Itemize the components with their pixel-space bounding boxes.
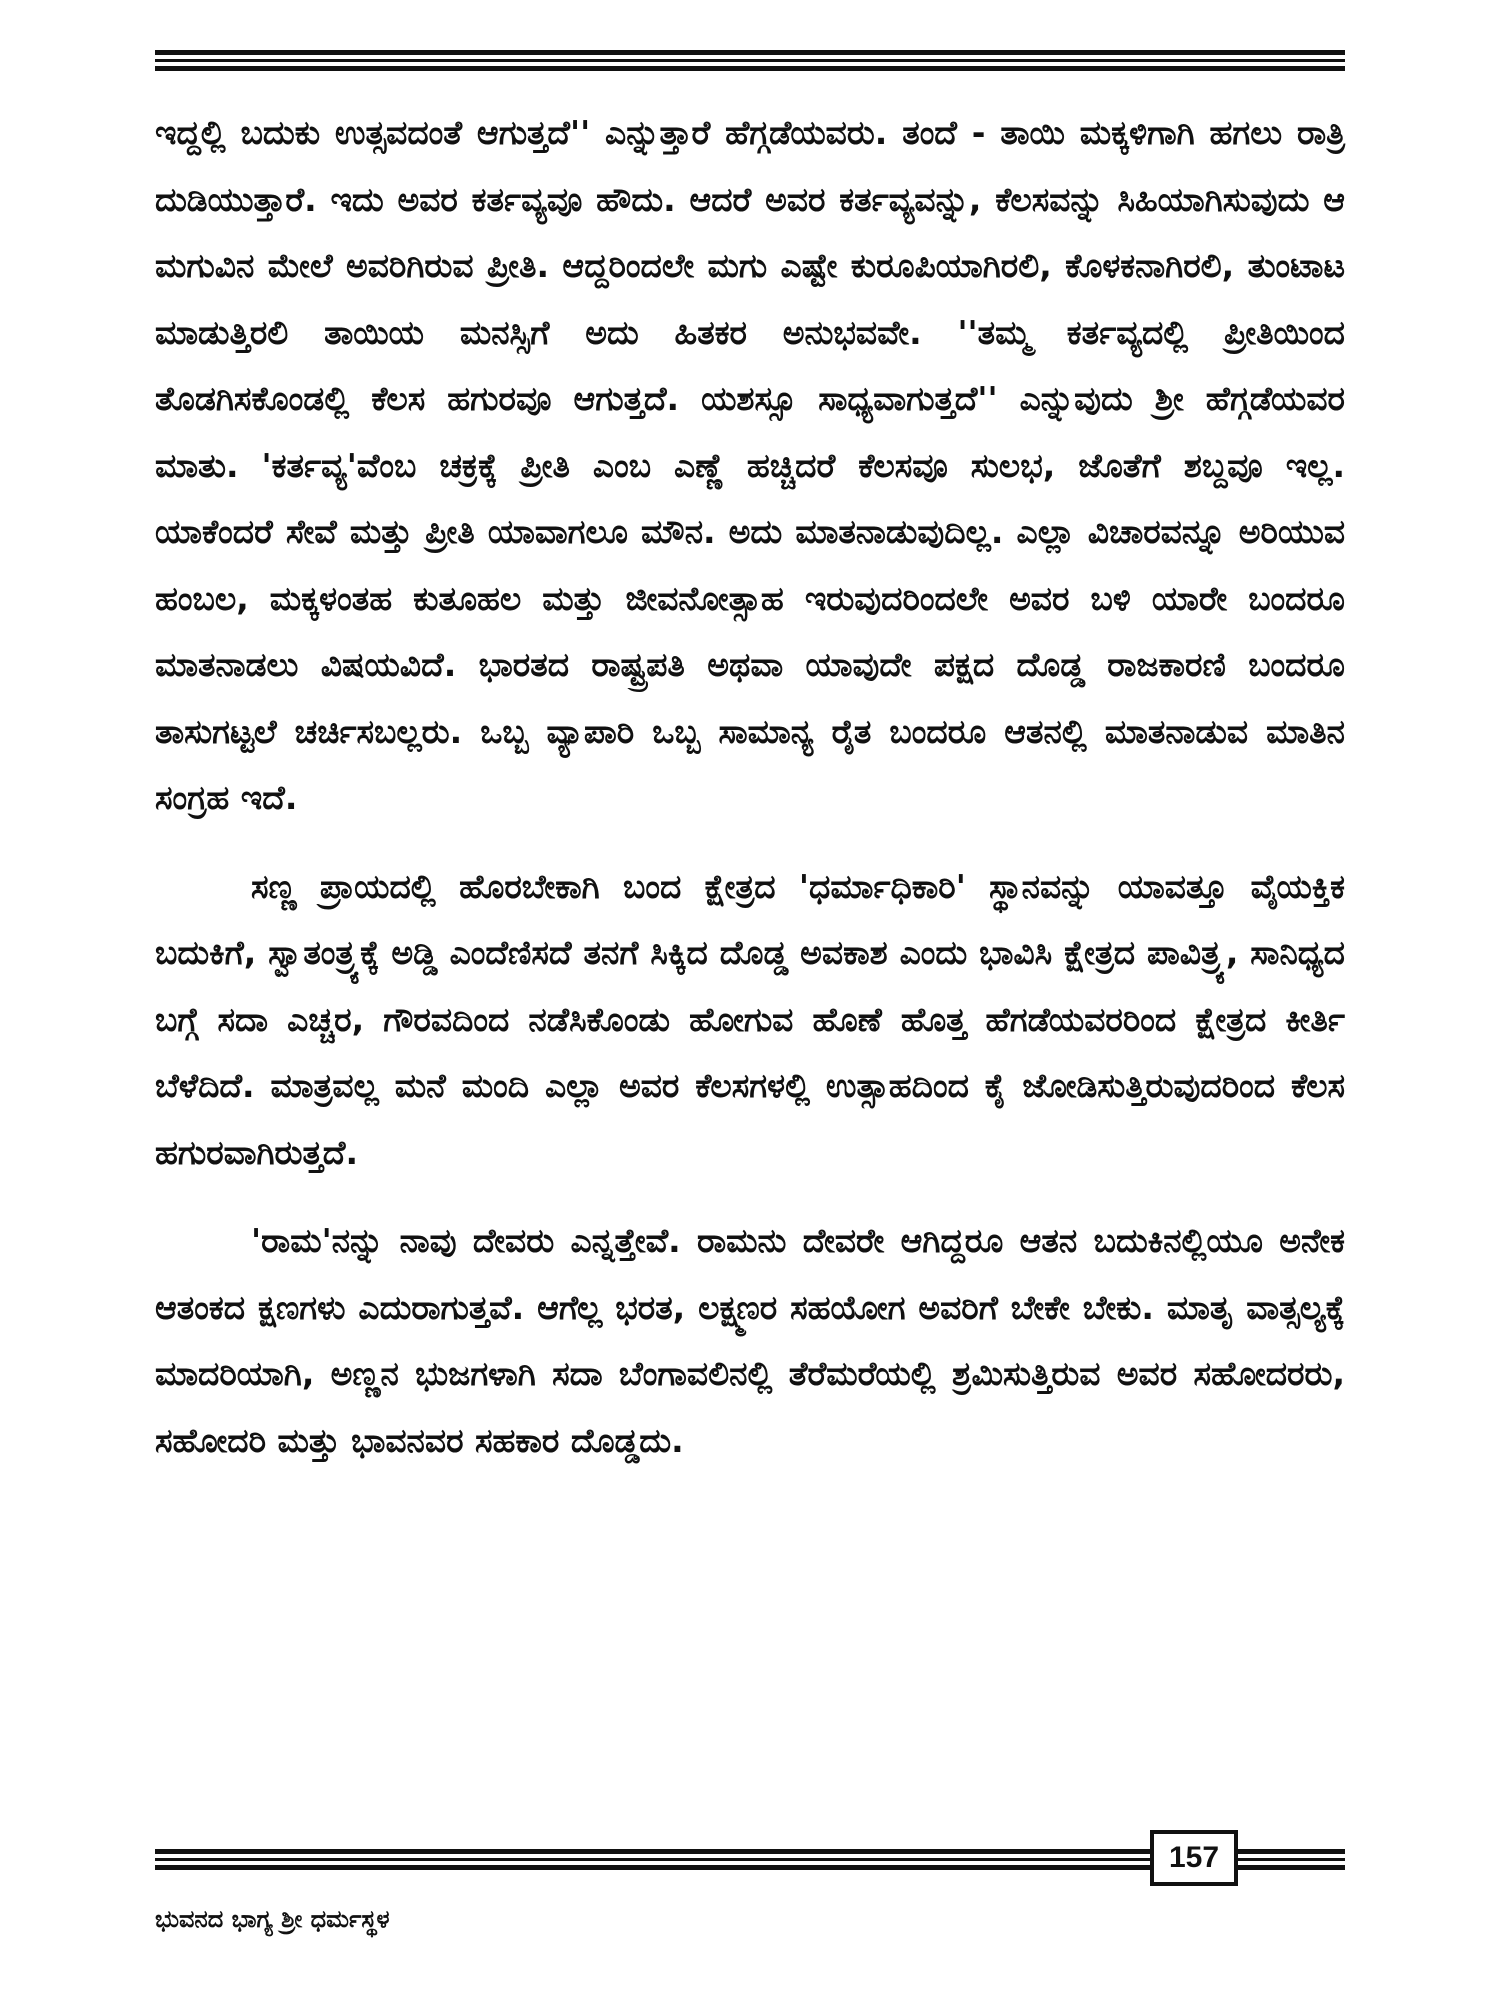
header-rule: [155, 50, 1345, 74]
book-title: ಭುವನದ ಭಾಗ್ಯ ಶ್ರೀ ಧರ್ಮಸ್ಥಳ: [155, 1905, 390, 1933]
page-body: [155, 100, 1345, 1474]
page-number: 157: [1150, 1830, 1238, 1886]
paragraph-1: ಇದ್ದಲ್ಲಿ ಬದುಕು ಉತ್ಸವದಂತೆ ಆಗುತ್ತದೆ'' ಎನ್ನುತ್ತಾರೆ ಹೆಗ್ಗಡೆಯವರು. ತಂದೆ - ತಾಯಿ ಮಕ್ಕಳಿಗಾಗಿ ಹಗಲು ರಾತ್ರಿ ದುಡಿಯುತ್ತಾರೆ. ಇದು ಅವರ ಕರ್ತವ್ಯವೂ ಹೌದು. ಆದರೆ ಅವರ ಕರ್ತವ್ಯವನ್ನು, ಕೆಲಸವನ್ನು ಸಿಹಿಯಾಗಿಸುವುದು ಆ ಮಗುವಿನ ಮೇಲೆ ಅವರಿಗಿರುವ ಪ್ರೀತಿ. ಆದ್ದರಿಂದಲೇ ಮಗು ಎಷ್ಟೇ ಕುರೂಪಿಯಾಗಿರಲಿ, ಕೊಳಕನಾಗಿರಲಿ, ತುಂಟಾಟ ಮಾಡುತ್ತಿರಲಿ ತಾಯಿಯ ಮನಸ್ಸಿಗೆ ಅದು ಹಿತಕರ ಅನುಭವವೇ. ''ತಮ್ಮ ಕರ್ತವ್ಯದಲ್ಲಿ ಪ್ರೀತಿಯಿಂದ ತೊಡಗಿಸಕೊಂಡಲ್ಲಿ ಕೆಲಸ ಹಗುರವೂ ಆಗುತ್ತದೆ. ಯಶಸ್ಸೂ ಸಾಧ್ಯವಾಗುತ್ತದೆ'' ಎನ್ನುವುದು ಶ್ರೀ ಹೆಗ್ಗಡೆಯವರ ಮಾತು. 'ಕರ್ತವ್ಯ'ವೆಂಬ ಚಕ್ರಕ್ಕೆ ಪ್ರೀತಿ ಎಂಬ ಎಣ್ಣೆ ಹಚ್ಚಿದರೆ ಕೆಲಸವೂ ಸುಲಭ, ಜೊತೆಗೆ ಶಬ್ದವೂ ಇಲ್ಲ. ಯಾಕೆಂದರೆ ಸೇವೆ ಮತ್ತು ಪ್ರೀತಿ ಯಾವಾಗಲೂ ಮೌನ. ಅದು ಮಾತನಾಡುವುದಿಲ್ಲ. ಎಲ್ಲಾ ವಿಚಾರವನ್ನೂ ಅರಿಯುವ ಹಂಬಲ, ಮಕ್ಕಳಂತಹ ಕುತೂಹಲ ಮತ್ತು ಜೀವನೋತ್ಸಾಹ ಇರುವುದರಿಂದಲೇ ಅವರ ಬಳಿ ಯಾರೇ ಬಂದರೂ ಮಾತನಾಡಲು ವಿಷಯವಿದೆ. ಭಾರತದ ರಾಷ್ಟ್ರಪತಿ ಅಥವಾ ಯಾವುದೇ ಪಕ್ಷದ ದೊಡ್ಡ ರಾಜಕಾರಣಿ ಬಂದರೂ ತಾಸುಗಟ್ಟಲೆ ಚರ್ಚಿಸಬಲ್ಲರು. ಒಬ್ಬ ವ್ಯಾಪಾರಿ ಒಬ್ಬ ಸಾಮಾನ್ಯ ರೈತ ಬಂದರೂ ಆತನಲ್ಲಿ ಮಾತನಾಡುವ ಮಾತಿನ ಸಂಗ್ರಹ ಇದೆ.: [155, 113, 1345, 817]
paragraph-3: 'ರಾಮ'ನನ್ನು ನಾವು ದೇವರು ಎನ್ನತ್ತೇವೆ. ರಾಮನು ದೇವರೇ ಆಗಿದ್ದರೂ ಆತನ ಬದುಕಿನಲ್ಲಿಯೂ ಅನೇಕ ಆತಂಕದ ಕ್ಷಣಗಳು ಎದುರಾಗುತ್ತವೆ. ಆಗೆಲ್ಲ ಭರತ, ಲಕ್ಷ್ಮಣರ ಸಹಯೋಗ ಅವರಿಗೆ ಬೇಕೇ ಬೇಕು. ಮಾತೃ ವಾತ್ಸಲ್ಯಕ್ಕೆ ಮಾದರಿಯಾಗಿ, ಅಣ್ಣನ ಭುಜಗಳಾಗಿ ಸದಾ ಬೆಂಗಾವಲಿನಲ್ಲಿ ತೆರೆಮರೆಯಲ್ಲಿ ಶ್ರಮಿಸುತ್ತಿರುವ ಅವರ ಸಹೋದರರು, ಸಹೋದರಿ ಮತ್ತು ಭಾವನವರ ಸಹಕಾರ ದೊಡ್ಡದು.: [155, 1221, 1345, 1460]
paragraph-2: ಸಣ್ಣ ಪ್ರಾಯದಲ್ಲಿ ಹೊರಬೇಕಾಗಿ ಬಂದ ಕ್ಷೇತ್ರದ 'ಧರ್ಮಾಧಿಕಾರಿ' ಸ್ಥಾನವನ್ನು ಯಾವತ್ತೂ ವೈಯಕ್ತಿಕ ಬದುಕಿಗೆ, ಸ್ವಾತಂತ್ರ್ಯಕ್ಕೆ ಅಡ್ಡಿ ಎಂದೆಣಿಸದೆ ತನಗೆ ಸಿಕ್ಕಿದ ದೊಡ್ಡ ಅವಕಾಶ ಎಂದು ಭಾವಿಸಿ ಕ್ಷೇತ್ರದ ಪಾವಿತ್ರ್ಯ, ಸಾನಿಧ್ಯದ ಬಗ್ಗೆ ಸದಾ ಎಚ್ಚರ, ಗೌರವದಿಂದ ನಡೆಸಿಕೊಂಡು ಹೋಗುವ ಹೊಣೆ ಹೊತ್ತ ಹೆಗಡೆಯವರರಿಂದ ಕ್ಷೇತ್ರದ ಕೀರ್ತಿ ಬೆಳೆದಿದೆ. ಮಾತ್ರವಲ್ಲ ಮನೆ ಮಂದಿ ಎಲ್ಲಾ ಅವರ ಕೆಲಸಗಳಲ್ಲಿ ಉತ್ಸಾಹದಿಂದ ಕೈ ಜೋಡಿಸುತ್ತಿರುವುದರಿಂದ ಕೆಲಸ ಹಗುರವಾಗಿರುತ್ತದೆ.: [155, 866, 1345, 1172]
